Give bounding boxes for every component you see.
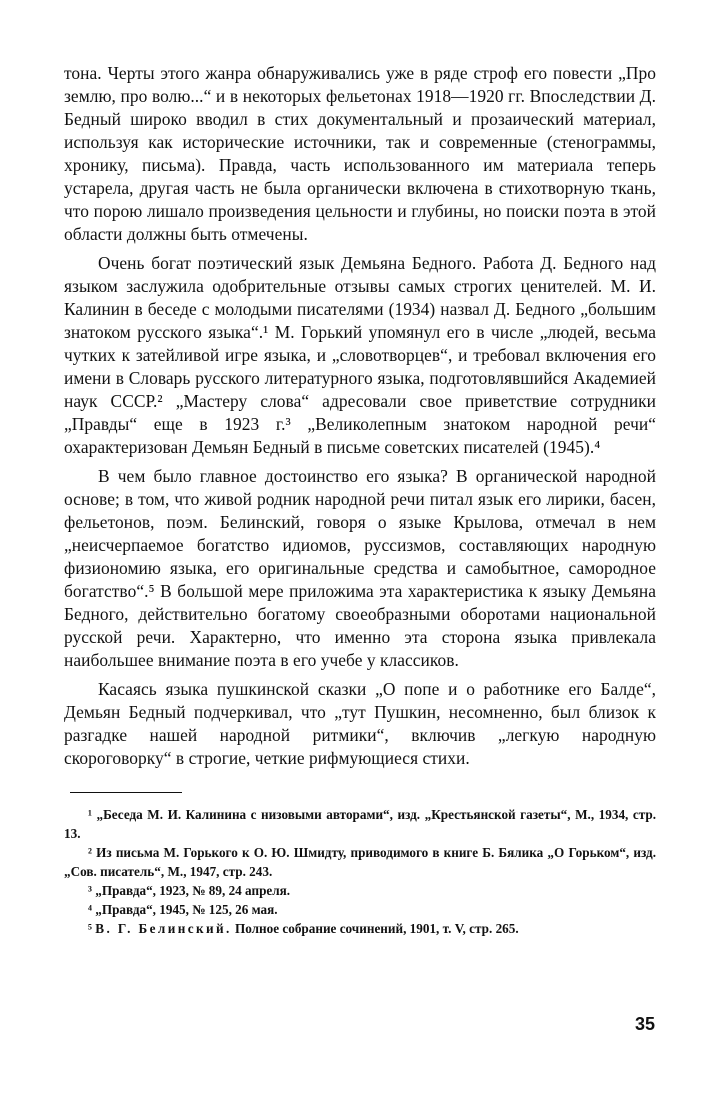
paragraph-1: тона. Черты этого жанра обнаруживались уже в ряде строф его повести „Про землю, про волю...“ и в некоторых фельетонах 1918—1920 гг. Впоследствии Д. Бедный широко вводил в стих документальный и прозаический материал, используя как исторические источники, так и современные (стенограммы, хронику, письма). Правда, часть использованного им материала теперь устарела, другая часть не была органически включена в стихотворную ткань, что порою лишало произведения цельности и глубины, но поиски поэта в этой области должны быть отмечены. [64, 63, 656, 244]
page-number: 35 [634, 1014, 655, 1034]
footnote-1: ¹ „Беседа М. И. Калинина с низовыми авторами“, изд. „Крестьянской газеты“, М., 1934, стр. 13. [64, 807, 656, 841]
footnote-5-author: В. Г. Белинский. [95, 921, 232, 936]
paragraph-3: В чем было главное достоинство его языка? В органической народной основе; в том, что живой родник народной речи питал язык его лирики, басен, фельетонов, поэм. Белинский, говоря о языке Крылова, отмечал в нем „неисчерпаемое богатство идиомов, руссизмов, составляющих народную физиономию языка, его оригинальные средства и самобытное, самородное богатство“.⁵ В большой мере приложима эта характеристика к языку Демьяна Бедного, действительно богатому своеобразными оборотами национальной русской речи. Характерно, что именно эта сторона языка привлекала наибольшее внимание поэта в его учебе у классиков. [64, 466, 656, 670]
footnote-3: ³ „Правда“, 1923, № 89, 24 апреля. [88, 883, 291, 898]
footnote-divider [70, 792, 182, 793]
paragraph-4: Касаясь языка пушкинской сказки „О попе и о работнике его Балде“, Демьян Бедный подчеркивал, что „тут Пушкин, несомненно, был близок к разгадке нашей народной ритмики“, включив „легкую народную скороговорку“ в строгие, четкие рифмующиеся стихи. [64, 679, 656, 768]
footnote-5-marker: ⁵ [88, 921, 96, 936]
footnote-5 [64, 919, 656, 938]
page-body [64, 62, 656, 938]
footnote-5-rest: Полное собрание сочинений, 1901, т. V, стр. 265. [231, 921, 519, 936]
paragraph-2: Очень богат поэтический язык Демьяна Бедного. Работа Д. Бедного над языком заслужила одобрительные отзывы самых строгих ценителей. М. И. Калинин в беседе с молодыми писателями (1934) назвал Д. Бедного „большим знатоком русского языка“.¹ М. Горький упомянул его в числе „людей, весьма чутких к затейливой игре языка, и „словотворцев“, и требовал включения его имени в Словарь русского литературного языка, подготовлявшийся Академией наук СССР.² „Мастеру слова“ адресовали свое приветствие сотрудники „Правды“ еще в 1923 г.³ „Великолепным знатоком народной речи“ охарактеризован Демьян Бедный в письме советских писателей (1945).⁴ [64, 253, 656, 457]
footnotes [64, 805, 656, 938]
footnote-4: ⁴ „Правда“, 1945, № 125, 26 мая. [88, 902, 278, 917]
footnote-2: ² Из письма М. Горького к О. Ю. Шмидту, приводимого в книге Б. Бялика „О Горьком“, изд. „Сов. писатель“, М., 1947, стр. 243. [64, 845, 656, 879]
